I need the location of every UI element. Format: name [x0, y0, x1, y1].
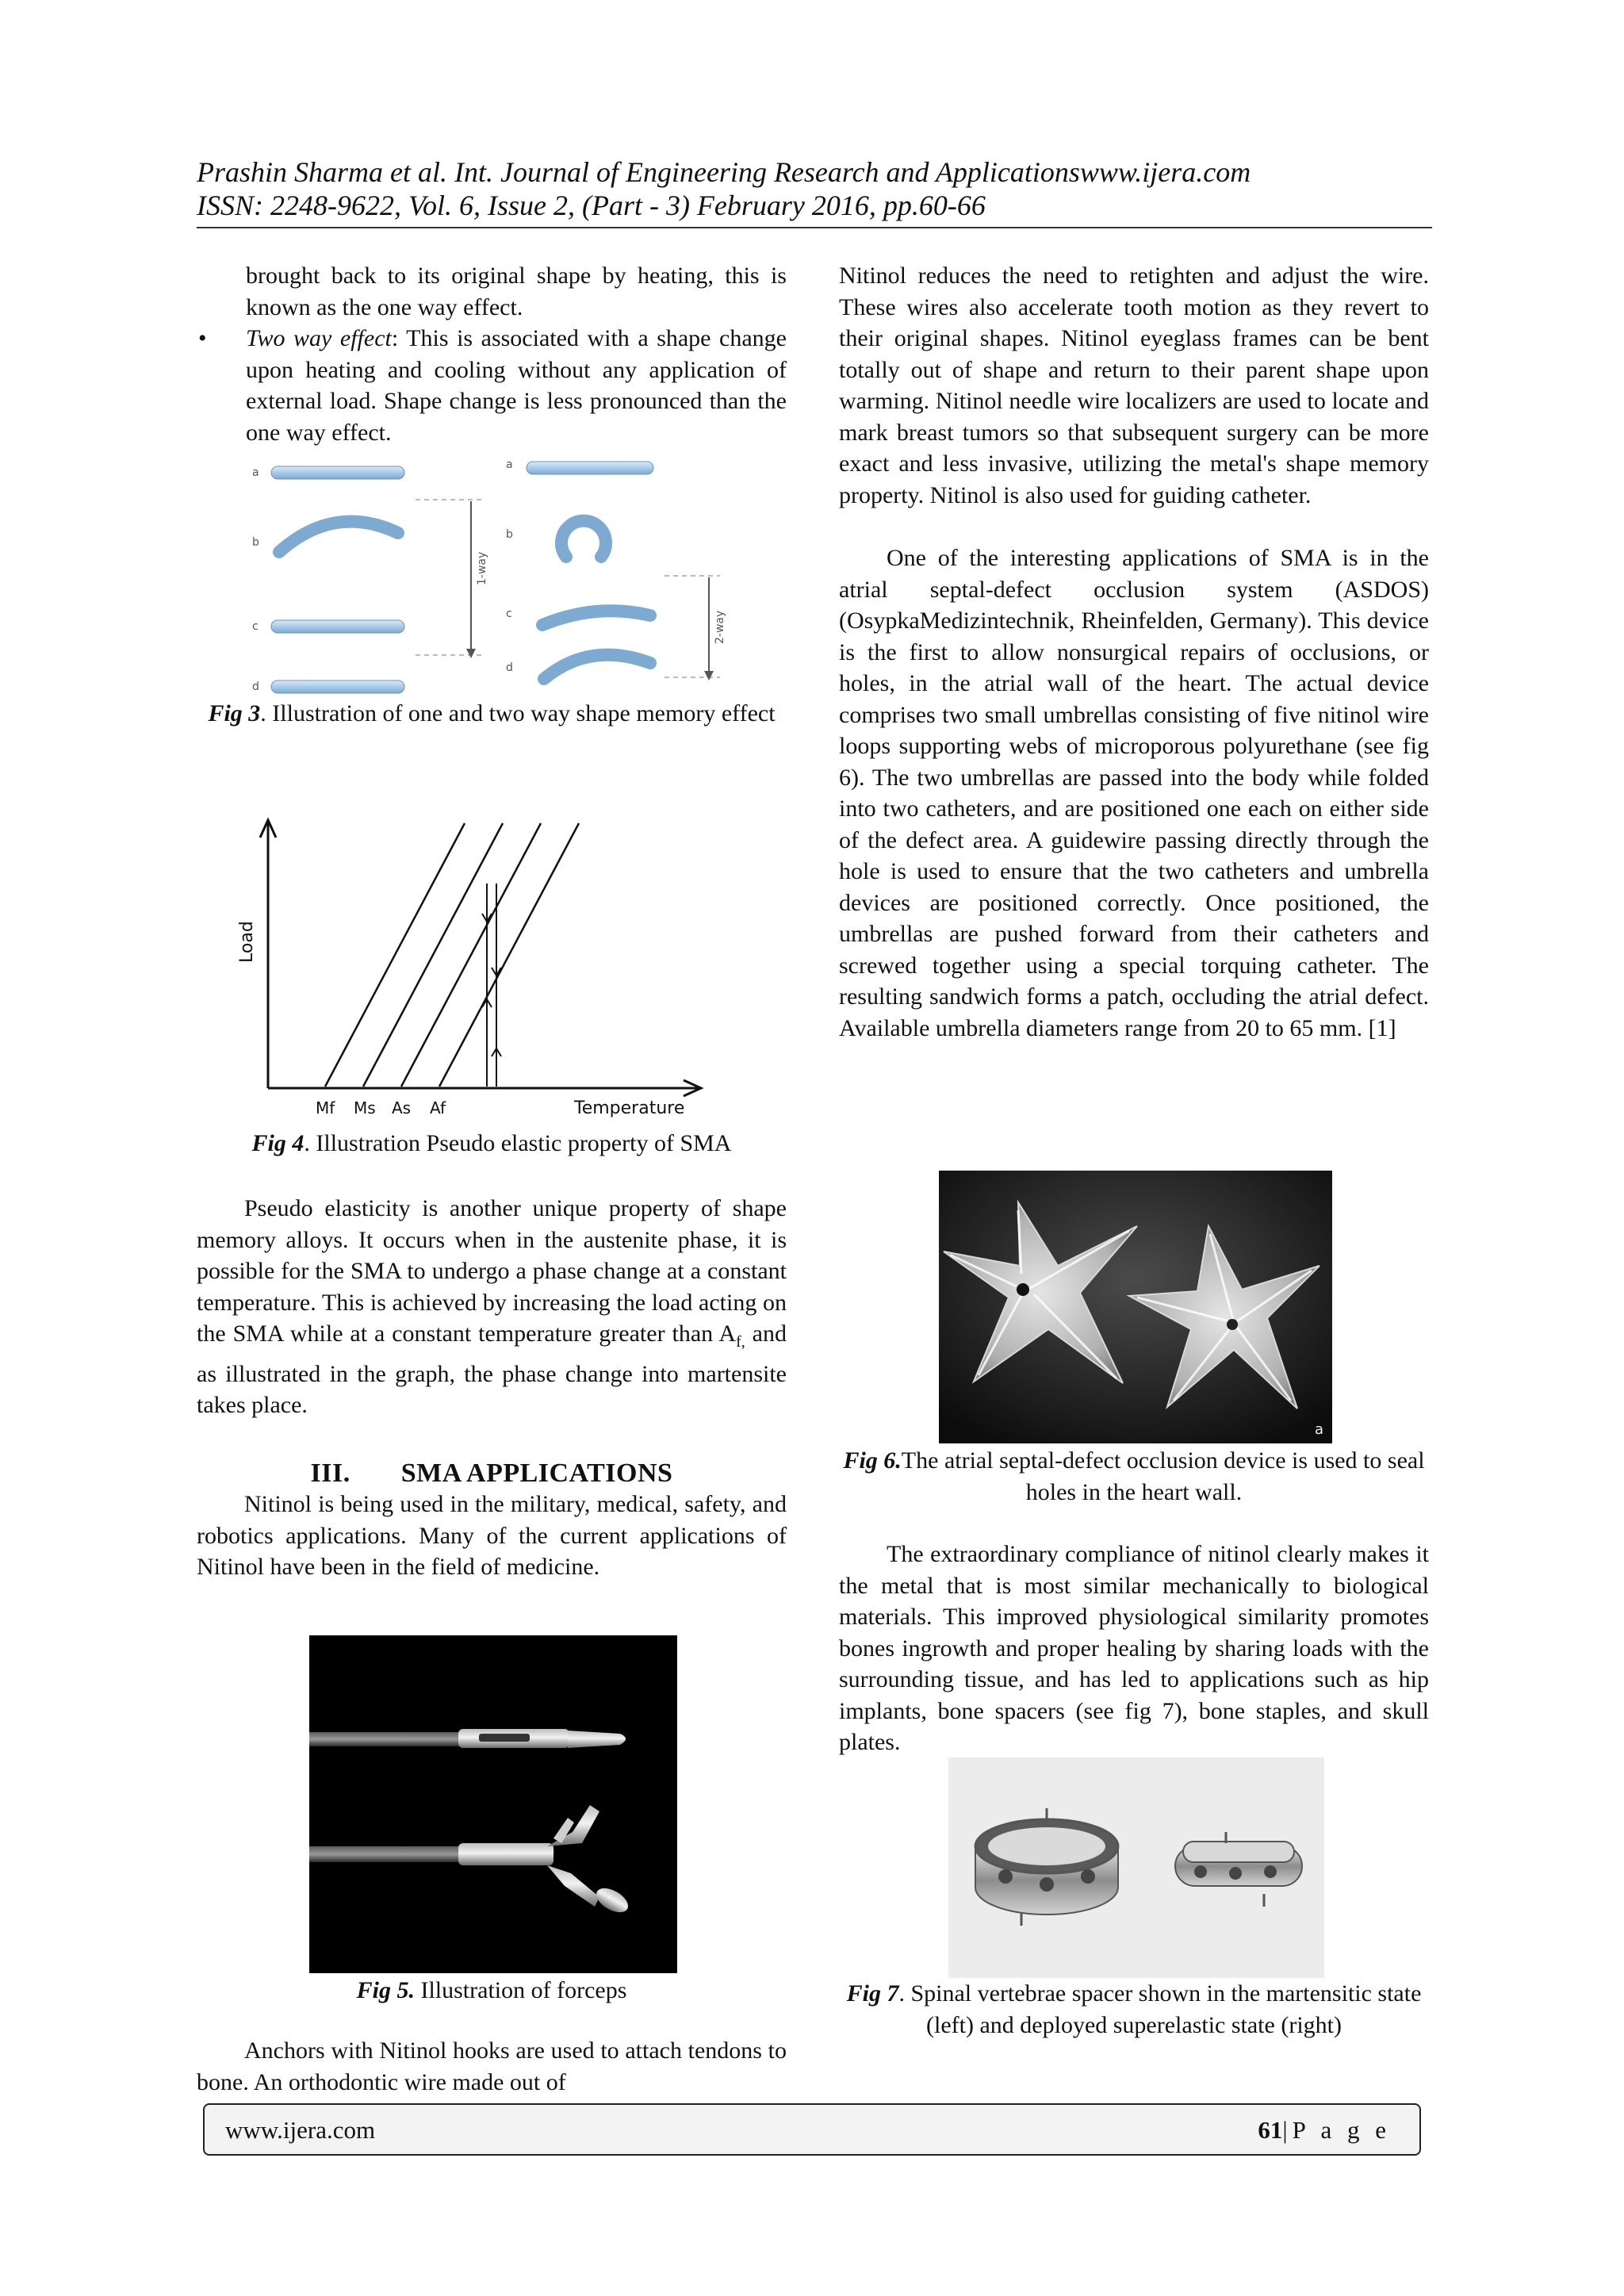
fig3-letter-b2: b: [506, 528, 513, 541]
rod-b-left: [279, 522, 398, 552]
fig4-caption-text: . Illustration Pseudo elastic property of SMA: [304, 1130, 732, 1156]
left-column-top: [197, 260, 787, 448]
fig3-label: Fig 3: [208, 700, 261, 726]
fig3-letter-a2: a: [506, 458, 513, 471]
fig3-letter-a: a: [252, 466, 259, 479]
page-number: 61: [1258, 2116, 1283, 2144]
load-line-ms: [363, 823, 503, 1087]
x-tick-label: As: [392, 1098, 412, 1117]
issn-line: ISSN: 2248-9622, Vol. 6, Issue 2, (Part - 3) February 2016, pp.60-66: [197, 190, 986, 221]
left-column-lower: [197, 1193, 787, 1583]
right-column-top: [839, 260, 1429, 1044]
bullet-icon: •: [198, 325, 207, 351]
left-column-end: [197, 2035, 787, 2098]
fig4-chart: [235, 809, 710, 1126]
fig5-caption-text: Illustration of forceps: [414, 1977, 627, 2003]
y-axis-label: Load: [237, 921, 257, 963]
rod-a-right: [527, 462, 653, 474]
fig7-label: Fig 7: [846, 1980, 899, 2007]
fig4-label: Fig 4: [251, 1130, 304, 1156]
anchors-paragraph: Anchors with Nitinol hooks are used to attach tendons to bone. An orthodontic wire made out of: [197, 2037, 787, 2095]
rod-a-left: [271, 466, 404, 479]
header-rule: [197, 227, 1432, 228]
page-header: [197, 155, 1434, 222]
fig4-caption: [197, 1128, 787, 1159]
fig6-caption: [839, 1445, 1429, 1508]
fig3-letter-c2: c: [506, 608, 512, 620]
fig3-caption: [197, 698, 787, 730]
rod-b-right: [561, 521, 606, 557]
x-axis-label: Temperature: [574, 1098, 685, 1118]
section-heading: [197, 1458, 787, 1489]
journal-title: Prashin Sharma et al. Int. Journal of Engineering Research and Applicationswww.ijera.com: [197, 156, 1251, 188]
fig3-caption-text: . Illustration of one and two way shape memory effect: [260, 700, 776, 726]
effects-list: [197, 323, 787, 448]
rod-c-right: [542, 611, 650, 625]
fig5-caption: [197, 1975, 787, 2007]
fig7-spacer-photo: [948, 1757, 1324, 1978]
fig3-letter-d2: d: [506, 661, 513, 674]
right-column-middle: [839, 1539, 1429, 1758]
two-way-term: Two way effect: [246, 325, 392, 351]
applications-paragraph: Nitinol is being used in the military, medical, safety, and robotics applications. Many of the current applications of Nitinol have been in the field of medicine.: [197, 1491, 787, 1580]
load-line-af: [439, 823, 579, 1087]
list-item: [197, 323, 787, 448]
pseudo-para-sub: f,: [736, 1333, 745, 1351]
fig6-occlusion-device-photo: [939, 1171, 1332, 1443]
nitinol-paragraph: Nitinol reduces the need to retighten and adjust the wire. These wires also accelerate tooth motion as they revert to their original shapes. Nitinol eyeglass frames can be bent totally out of shape and return to their parent shape upon warming. Nitinol needle wire localizers are used to locate and mark breast tumors so that subsequent surgery can be more exact and less invasive, utilizing the metal's shape memory property. Nitinol is also used for guiding catheter.: [839, 263, 1429, 508]
asdos-paragraph: One of the interesting applications of SMA is in the atrial septal-defect occlusion system (ASDOS) (OsypkaMedizintechnik, Rheinfelden, Germany). This device is the first to allow nonsurgical repairs of occlusions, or holes, in the atrial wall of the heart. The actual device comprises two small umbrellas consisting of five nitinol wire loops supporting webs of microporous polyurethane (see fig 6). The two umbrellas are passed into the body while folded into two catheters, and are positioned one each on either side of the defect area. A guidewire passing directly through the hole is used to ensure that the two catheters and umbrella devices are positioned correctly. Once positioned, the umbrellas are pushed forward from their catheters and screwed together using a special torquing catheter. The resulting sandwich forms a patch, occluding the atrial defect. Available umbrella diameters range from 20 to 65 mm. [1]: [839, 545, 1429, 1041]
fig5-label: Fig 5.: [356, 1977, 415, 2003]
fig3-illustration: [247, 450, 739, 703]
pseudo-para-end: and as illustrated in the graph, the phase change into martensite takes place.: [197, 1320, 787, 1418]
x-tick-label: Ms: [354, 1098, 376, 1117]
fig3-one-way-label: 1-way: [476, 551, 488, 585]
footer-page: [1258, 2116, 1391, 2145]
load-line-as: [401, 823, 541, 1087]
fig3-letter-d: d: [252, 680, 259, 693]
intro-continuation: brought back to its original shape by heating, this is known as the one way effect.: [246, 263, 787, 320]
fig6-label: Fig 6.: [843, 1447, 902, 1474]
x-tick-label: Mf: [316, 1098, 335, 1117]
fig3-letter-c: c: [252, 620, 259, 633]
fig6-letter: a: [1315, 1421, 1324, 1438]
fig3-letter-b: b: [252, 536, 259, 549]
section-number: III.: [310, 1458, 350, 1488]
page-word: |P a g e: [1282, 2116, 1391, 2144]
fig7-caption-text: . Spinal vertebrae spacer shown in the martensitic state (left) and deployed superelastic state (right): [898, 1980, 1422, 2038]
two-way-text: : This is associated with a shape change upon heating and cooling without any application of external load. Shape change is less pronounced than the one way effect.: [246, 325, 787, 446]
rod-d-right: [544, 655, 650, 679]
x-tick-label: Af: [430, 1098, 446, 1117]
rod-d-left: [271, 680, 404, 693]
compliance-paragraph: The extraordinary compliance of nitinol clearly makes it the metal that is most similar mechanically to biological materials. This improved physiological similarity promotes bones ingrowth and proper healing by sharing loads with the surrounding tissue, and has led to applications such as hip implants, bone spacers (see fig 7), bone staples, and skull plates.: [839, 1541, 1429, 1755]
page-footer: [203, 2103, 1421, 2156]
pseudo-elasticity-paragraph: [197, 1193, 787, 1421]
rod-c-left: [271, 620, 404, 633]
fig7-caption: [839, 1978, 1429, 2041]
fig3-two-way-label: 2-way: [714, 610, 726, 644]
section-title: SMA APPLICATIONS: [400, 1458, 673, 1488]
load-line-mf: [325, 823, 465, 1087]
fig5-forceps-photo: [309, 1635, 677, 1973]
footer-site: www.ijera.com: [225, 2116, 376, 2144]
pseudo-para-text: Pseudo elasticity is another unique property of shape memory alloys. It occurs when in the austenite phase, it is possible for the SMA to undergo a phase change at a constant temperature. This is achieved by increasing the load acting on the SMA while at a constant temperature greater than A: [197, 1195, 787, 1347]
fig6-caption-text: The atrial septal-defect occlusion device is used to seal holes in the heart wall.: [901, 1447, 1425, 1505]
